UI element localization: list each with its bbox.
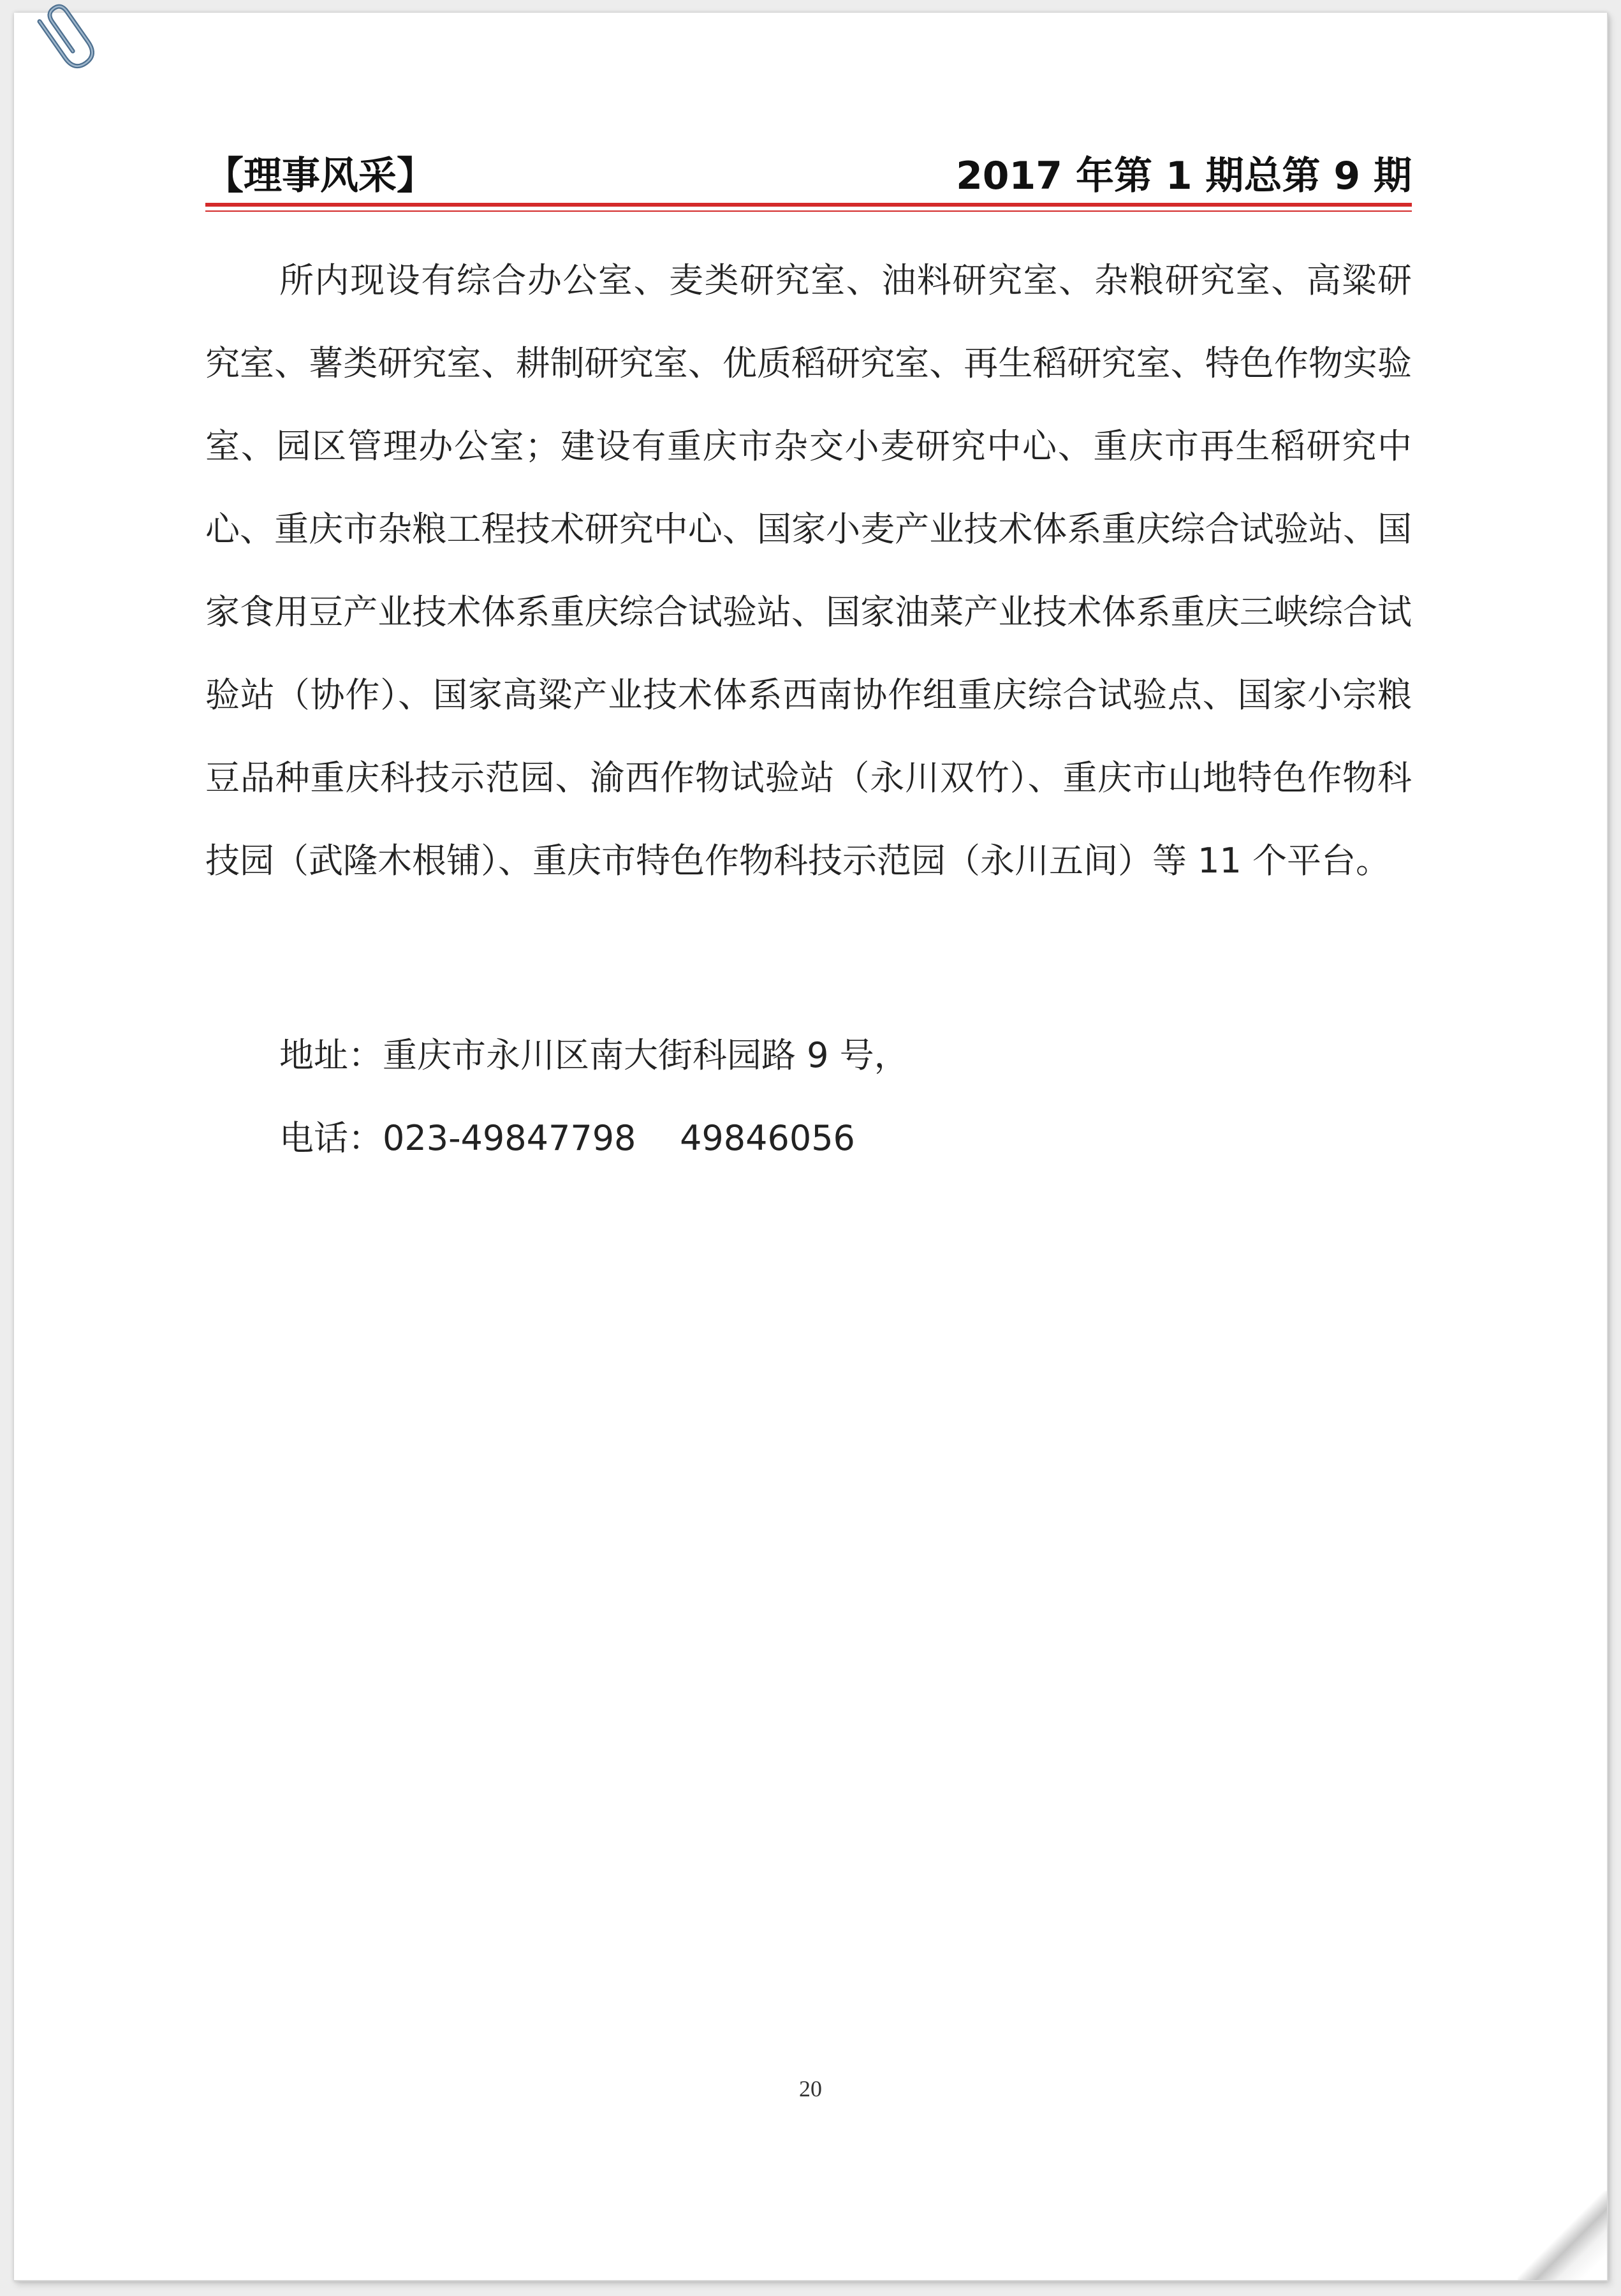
paperclip-icon (37, 4, 94, 80)
page-curl (1518, 2191, 1607, 2280)
header-rule-thin (205, 210, 1412, 212)
issue-label: 2017 年第 1 期总第 9 期 (956, 154, 1412, 198)
header-rule-thick (205, 203, 1412, 207)
section-title: 【理事风采】 (205, 154, 435, 198)
address-line: 地址：重庆市永川区南大街科园路 9 号， (279, 1035, 909, 1075)
phone-line: 电话：023-49847798 49846056 (279, 1118, 855, 1158)
body-paragraph: 所内现设有综合办公室、麦类研究室、油料研究室、杂粮研究室、高粱研究室、薯类研究室、耕制研究室、优质稻研究室、再生稻研究室、特色作物实验室、园区管理办公室；建设有重庆市杂交小麦研究中心、重庆市再生稻研究中心、重庆市杂粮工程技术研究中心、国家小麦产业技术体系重庆综合试验站、国家食用豆产业技术体系重庆综合试验站、国家油菜产业技术体系重庆三峡综合试验站（协作）、国家高粱产业技术体系西南协作组重庆综合试验点、国家小宗粮豆品种重庆科技示范园、渝西作物试验站（永川双竹）、重庆市山地特色作物科技园（武隆木根铺）、重庆市特色作物科技示范园（永川五间）等 11 个平台。 (205, 260, 1412, 881)
page-number: 20 (799, 2076, 822, 2101)
page-header (205, 139, 1412, 209)
